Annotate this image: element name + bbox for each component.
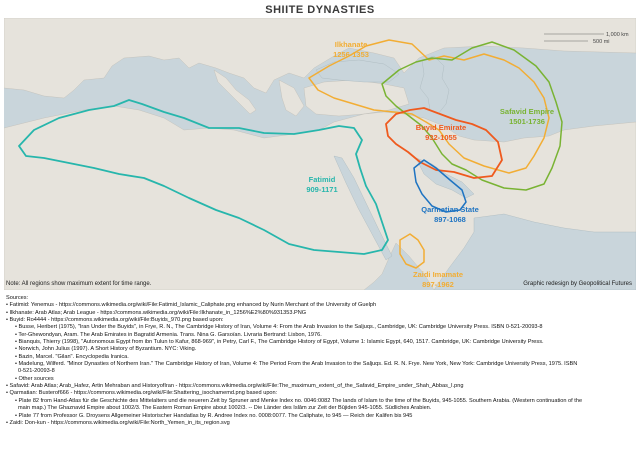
source-item: • Madelung, Wilferd. "Minor Dynasties of Northern Iran." The Cambridge History of Iran, Volume 4: The Period From the Arab Invasion to the Saljuqs. Ed. R. N. Frye. New York, New York: Cambridge University Press, 1975. ISBN — [15, 361, 578, 368]
source-item: • Bianquis, Thierry (1998), "Autonomous Egypt from ibn Tulun to Kafur, 868-969", in Petry, Carl F., The Cambridge History of Egypt, Volume 1: Islamic Egypt, 640, 1517. Cambridge, UK: Cambridge University Press. — [15, 339, 544, 346]
source-item: 0-521-20093-8 — [18, 368, 55, 375]
buyid-years-label: 932-1055 — [425, 133, 457, 142]
fatimid-name-label: Fatimid — [308, 175, 336, 184]
safavid-name-label: Safavid Empire — [499, 107, 555, 116]
source-item: • Ter-Ghewondyan, Aram. The Arab Emirates in Bagratid Armenia. Trans. Nina G. Garsoïan. Livraria Bertrand: Lisbon, 1976. — [15, 331, 322, 338]
source-item: • Buyid: Ro4444 - https://commons.wikimedia.org/wiki/File:Buyids_970.png based upon: — [6, 317, 224, 324]
zaidi-years-label: 897-1962 — [422, 280, 454, 289]
zaidi-name-label: Zaidi Imamate — [412, 270, 464, 279]
scale-mi-label: 500 mi — [593, 39, 610, 45]
sources-list — [6, 295, 634, 427]
source-item: main map.) The Ghaznavid Empire about 1002/3. The Eastern Roman Empire about 1002/3. -- Die Länder des Islâm zur Zeit der Bûjiden 945-1055. Südliches Arabien. — [18, 405, 432, 412]
safavid-years-label: 1501-1736 — [509, 117, 545, 126]
source-item: • Busse, Heribert (1975), "Iran Under the Buyids", in Frye, R. N., The Cambridge History of Iran, Volume 4: From the Arab Invasion to the Saljuqs., Cambridge, UK: Cambridge University Press. ISBN 0-521-20093-8 — [15, 324, 543, 331]
source-item: • Qarmatian: Busterof666 - https://commons.wikimedia.org/wiki/File:Shattering_isochamemd.png based upon: — [6, 390, 278, 397]
ilkhanate-name-label: Ilkhanate — [334, 40, 368, 49]
source-item: • Norwich, John Julius (1997). A Short History of Byzantium. NYC: Viking. — [15, 346, 197, 353]
source-item: • Fatimid: Yenemus - https://commons.wikimedia.org/wiki/File:Fatimid_Islamic_Caliphate.png enhanced by Nurin Merchant of the University of Guelph — [6, 302, 377, 309]
graphic-credit: Graphic redesign by Geopolitical Futures — [523, 281, 632, 287]
scale-km-label: 1,000 km — [606, 32, 629, 38]
ilkhanate-years-label: 1256-1353 — [333, 50, 369, 59]
map-title: SHIITE DYNASTIES — [265, 4, 375, 16]
sources-section — [6, 295, 634, 427]
sources-heading: Sources: — [6, 295, 29, 301]
fatimid-years-label: 909-1171 — [306, 185, 338, 194]
qarmatian-name-label: Qarmatian State — [421, 205, 479, 214]
qarmatian-years-label: 897-1068 — [434, 215, 466, 224]
map[interactable] — [4, 18, 636, 290]
source-item: • Plate 77 from Professor G. Droysens Allgemeiner Historischer Handatlas by R. Andree Index no. 0008:0077. The Caliphate, to 945 — Reich der Kalifen bis 945 — [15, 412, 413, 419]
source-item: • Zaidi: Don-kun - https://commons.wikimedia.org/wiki/File:North_Yemen_in_its_region.svg — [6, 419, 230, 426]
buyid-name-label: Buyid Emirate — [415, 123, 467, 132]
source-item: • Safavid: Arab Atlas; Arab_Hafez, Artin Mehraban and HistoryofIran - https://commons.wikimedia.org/wiki/File:The_maximum_extent_of_the_Safavid_Empire_under_Shah_Abbas_I.png — [6, 383, 464, 390]
map-note: Note: All regions show maximum extent for time range. — [6, 281, 152, 287]
source-item: • Bazin, Marcel. "Gilan". Encyclopedia Iranica. — [15, 353, 129, 360]
source-item: • Plate 82 from Hand-Atlas für die Geschichte des Mittelalters und die neueren Zeit by Spruner and Menke Index no. 0046:0082 The lands of Islam to the time of the Buyids, 945-1055. Southern Arabia. (Western continuation of the — [15, 397, 583, 404]
source-item: • Ilkhanate: Arab Atlas; Arab League - https://commons.wikimedia.org/wiki/File:Ilkhanate_in_1256%E2%80%931353.PNG — [6, 309, 307, 316]
source-item: • Other sources — [15, 375, 54, 382]
